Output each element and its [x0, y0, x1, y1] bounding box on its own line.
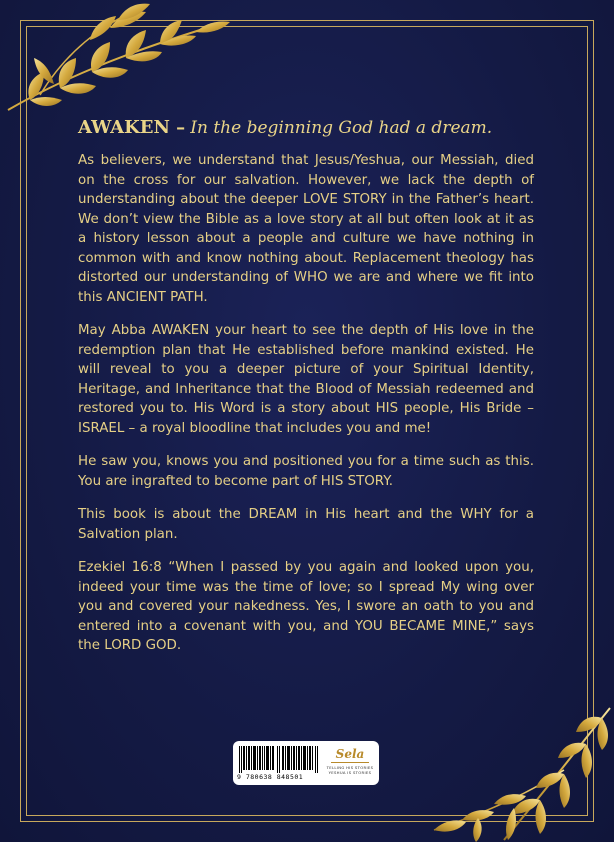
paragraph-dream: This book is about the DREAM in His heart and the WHY for a Salvation plan.	[78, 507, 534, 542]
heading-bold: AWAKEN –	[78, 117, 186, 138]
publisher-tagline-2: YESHUA IS STORIES	[328, 770, 372, 775]
paragraph-intro: As believers, we understand that Jesus/Yeshua, our Messiah, died on the cross for our salvation. However, we lack the depth of understanding about the deeper LOVE STORY in the Father’s heart. We don’t view the Bible as a love story at all but often look at it as a history lesson about a people and culture we have nothing in common with and know nothing about. Replacement theology has distorted our understanding of WHO we are and where we fit into this ANCIENT PATH.	[78, 153, 534, 305]
paragraph-ezekiel: Ezekiel 16:8 “When I passed by you again and looked upon you, indeed your time was the time of love; so I spread My wing over you and covered your nakedness. Yes, I swore an oath to you and entered into a covenant with you, and YOU BECAME MINE,” says the LORD GOD.	[78, 560, 534, 653]
paragraph-his-story: He saw you, knows you and positioned you for a time such as this. You are ingrafted to become part of HIS STORY.	[78, 454, 534, 489]
isbn-number: 9 780638 848501	[237, 773, 304, 781]
paragraph-awaken: May Abba AWAKEN your heart to see the depth of His love in the redemption plan that He established before mankind existed. He will reveal to you a deeper picture of your Spiritual Identity, Heritage, and Inheritance that the Blood of Messiah redeemed and restored you to. His Word is a story about HIS people, His Bride – ISRAEL – a royal bloodline that includes you and me!	[78, 323, 534, 436]
publisher-tagline-1: TELLING HIS STORIES	[326, 765, 374, 770]
sela-logo-icon	[325, 744, 375, 782]
barcode-icon	[239, 746, 319, 773]
publisher-divider	[331, 762, 369, 763]
back-cover-text	[78, 116, 534, 670]
title-heading	[78, 116, 534, 140]
heading-script: In the beginning God had a dream.	[190, 118, 493, 138]
publisher-name: Sela	[335, 747, 365, 761]
gold-leaf-branch-icon	[414, 700, 614, 842]
barcode-panel	[233, 741, 379, 785]
